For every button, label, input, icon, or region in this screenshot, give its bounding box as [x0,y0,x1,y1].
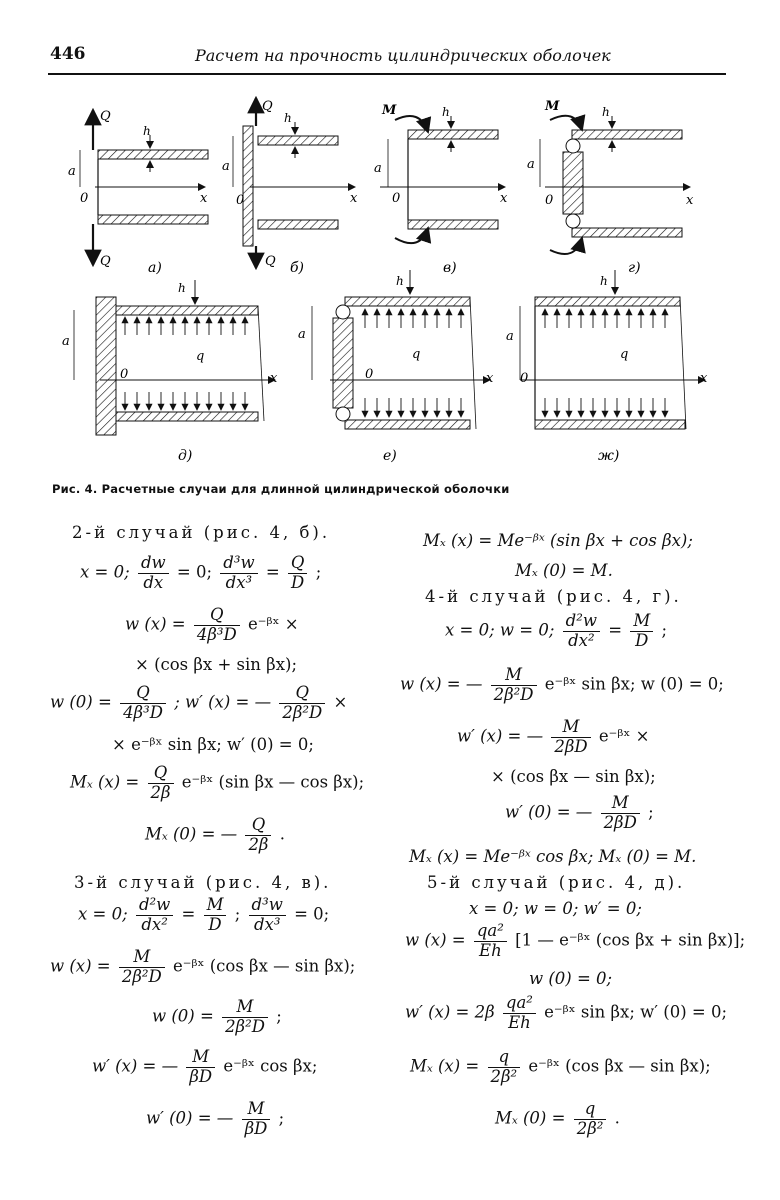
svg-text:Q: Q [100,254,111,269]
case5-Mx: Mₓ (x) = $\frac{q}{\text{2β²}}$ e⁻ᵝˣ (cos βx — sin βx); [410,1047,711,1086]
panel-label-a: а) [148,260,162,276]
header-rule [48,73,726,75]
svg-text:h: h [143,124,151,138]
svg-text:Q: Q [265,254,276,269]
case3-boundary: x = 0; $\frac{\text{d²w}}{\text{dx²}}$ = $\frac{M}{D}$ ; $\frac{\text{d³w}}{\text{dx³}}$ = 0; [78,895,330,934]
case2-boundary: x = 0; $\frac{dw}{dx}$ = 0; $\frac{\text{d³w}}{\text{dx³}}$ = $\frac{Q}{D}$ ; [80,553,322,592]
figure-4 [0,80,780,480]
svg-text:h: h [178,281,186,295]
case2-w0: w (0) = $\frac{Q}{\text{4β³D}}$ ; w′ (x) = — $\frac{Q}{\text{2β²D}}$ × [50,683,348,722]
svg-text:x: x [270,371,278,386]
case5-heading: 5-й случай (рис. 4, д). [427,873,686,892]
case3-wp: w′ (x) = — $\frac{M}{\beta D}$ e⁻ᵝˣ cos βx; [92,1047,318,1086]
svg-text:a: a [222,159,230,174]
case3-w0: w (0) = $\frac{M}{\text{2β²D}}$ ; [152,997,282,1036]
case5-boundary: x = 0; w = 0; w′ = 0; [469,899,642,918]
panel-e [298,270,494,464]
panel-d [62,280,278,464]
svg-text:h: h [284,111,292,125]
case4-wp0: w′ (0) = — $\frac{M}{2\beta D}$ ; [505,793,654,832]
svg-text:x: x [686,193,694,208]
case4-boundary: x = 0; w = 0; $\frac{\text{d²w}}{\text{dx²}}$ = $\frac{M}{D}$ ; [445,611,668,650]
case2-heading: 2-й случай (рис. 4, б). [72,523,331,542]
svg-text:0: 0 [236,193,245,208]
svg-text:x: x [700,371,708,386]
svg-text:x: x [486,371,494,386]
svg-text:0: 0 [365,367,374,382]
case2-Mx: Mₓ (x) = $\frac{Q}{2\beta}$ e⁻ᵝˣ (sin βx — cos βx); [70,763,365,802]
svg-text:x: x [350,191,358,206]
svg-text:0: 0 [120,367,129,382]
svg-text:0: 0 [545,193,554,208]
panel-zh [506,270,708,464]
case4-Mx: Mₓ (x) = Me⁻ᵝˣ cos βx; Mₓ (0) = M. [409,847,697,866]
svg-text:q: q [196,349,205,364]
panel-b [222,98,358,276]
label-Q: Q [100,109,111,124]
case3-w: w (x) = $\frac{M}{\text{2β²D}}$ e⁻ᵝˣ (cos βx — sin βx); [50,947,356,986]
case4-wp: w′ (x) = — $\frac{M}{2\beta D}$ e⁻ᵝˣ × [457,717,650,756]
svg-text:h: h [602,105,610,119]
svg-text:q: q [620,347,629,362]
panel-label-e: е) [383,448,397,464]
panel-label-d: д) [178,448,193,464]
svg-text:a: a [68,164,76,179]
svg-text:0: 0 [520,371,529,386]
case3-Mx0: Mₓ (0) = M. [515,561,613,580]
panel-label-g: г) [628,260,641,276]
svg-text:a: a [506,329,514,344]
panel-label-zh: ж) [598,448,620,464]
figure-caption: Рис. 4. Расчетные случаи для длинной цилиндрической оболочки [52,482,510,496]
svg-text:0: 0 [392,191,401,206]
panel-label-c: в) [443,260,457,276]
case4-heading: 4-й случай (рис. 4, г). [425,587,682,606]
svg-text:a: a [374,161,382,176]
case5-Mx0: Mₓ (0) = $\frac{q}{\text{2β²}}$ . [495,1099,620,1138]
svg-text:M: M [382,103,397,118]
case5-w: w (x) = $\frac{\text{qa²}}{Eh}$ [1 — e⁻ᵝˣ (cos βx + sin βx)]; [405,921,746,960]
svg-text:x: x [500,191,508,206]
svg-text:0: 0 [80,191,89,206]
svg-text:h: h [442,105,450,119]
svg-text:h: h [396,274,404,288]
case4-w: w (x) = — $\frac{M}{\text{2β²D}}$ e⁻ᵝˣ sin βx; w (0) = 0; [400,665,724,704]
svg-text:Q: Q [262,99,273,114]
case2-Mx0: Mₓ (0) = — $\frac{Q}{2\beta}$ . [145,815,285,854]
svg-text:a: a [62,334,70,349]
svg-text:h: h [600,274,608,288]
case5-wp: w′ (x) = 2β $\frac{\text{qa²}}{Eh}$ e⁻ᵝˣ sin βx; w′ (0) = 0; [405,993,728,1032]
panel-a [68,109,208,276]
svg-text:M: M [545,99,560,114]
panel-c [374,103,508,276]
panel-label-b: б) [290,260,305,276]
case3-wp0: w′ (0) = — $\frac{M}{\beta D}$ ; [146,1099,285,1138]
panel-g [527,99,694,276]
svg-text:x: x [200,191,208,206]
running-title: Расчет на прочность цилиндрических оболочек [195,46,611,65]
page-number: 446 [50,44,86,64]
case2-w: w (x) = $\frac{Q}{\text{4β³D}}$ e⁻ᵝˣ × [125,605,299,644]
case3-Mx: Mₓ (x) = Me⁻ᵝˣ (sin βx + cos βx); [423,531,693,550]
svg-text:a: a [298,327,306,342]
svg-text:q: q [412,347,421,362]
case3-heading: 3-й случай (рис. 4, в). [74,873,332,892]
svg-text:a: a [527,157,535,172]
